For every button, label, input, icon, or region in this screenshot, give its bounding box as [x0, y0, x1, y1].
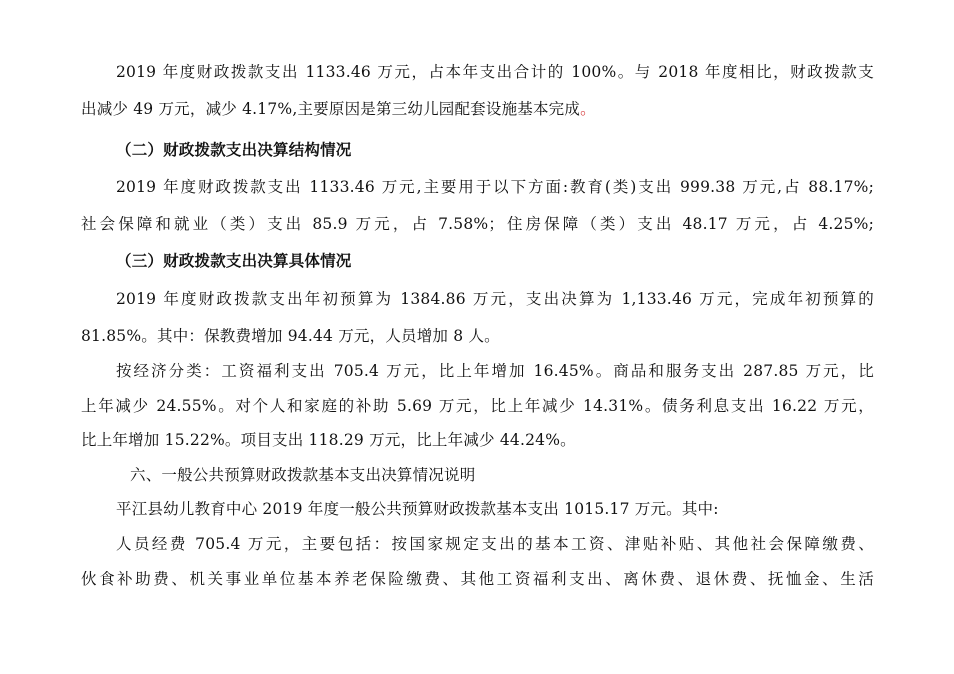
red-punctuation: 。: [580, 100, 596, 118]
paragraph-line: 伙食补助费、机关事业单位基本养老保险缴费、其他工资福利支出、离休费、退休费、抚恤金、生活: [81, 570, 874, 588]
paragraph-line: 按经济分类：工资福利支出 705.4 万元，比上年增加 16.45%。商品和服务支出 287.85 万元，比: [116, 362, 874, 380]
paragraph-line: 平江县幼儿教育中心 2019 年度一般公共预算财政拨款基本支出 1015.17 万元。其中:: [116, 500, 719, 518]
section-heading: （二）财政拨款支出决算结构情况: [116, 140, 352, 159]
paragraph-line: [0, 97, 954, 121]
paragraph-line: 社会保障和就业（类）支出 85.9 万元，占 7.58%；住房保障（类）支出 48.17 万元，占 4.25%;: [81, 215, 874, 233]
paragraph-line: 2019 年度财政拨款支出年初预算为 1384.86 万元，支出决算为 1,133.46 万元，完成年初预算的: [116, 290, 874, 308]
section-heading: （三）财政拨款支出决算具体情况: [116, 251, 352, 270]
paragraph-line: 上年减少 24.55%。对个人和家庭的补助 5.69 万元，比上年减少 14.31%。债务利息支出 16.22 万元，: [81, 397, 874, 415]
paragraph-line: 81.85%。其中：保教费增加 94.44 万元，人员增加 8 人。: [81, 327, 500, 345]
section-heading-six: 六、一般公共预算财政拨款基本支出决算情况说明: [130, 466, 476, 484]
paragraph-line: 人员经费 705.4 万元，主要包括：按国家规定支出的基本工资、津贴补贴、其他社会保障缴费、: [116, 535, 874, 553]
paragraph-line: 2019 年度财政拨款支出 1133.46 万元,主要用于以下方面:教育(类)支出 999.38 万元,占 88.17%;: [116, 178, 874, 196]
paragraph-line: 比上年增加 15.22%。项目支出 118.29 万元，比上年减少 44.24%。: [81, 431, 576, 449]
paragraph-line: 2019 年度财政拨款支出 1133.46 万元，占本年支出合计的 100%。与 2018 年度相比，财政拨款支: [116, 63, 874, 81]
line-text: 出减少 49 万元，减少 4.17%,主要原因是第三幼儿园配套设施基本完成: [81, 100, 581, 118]
